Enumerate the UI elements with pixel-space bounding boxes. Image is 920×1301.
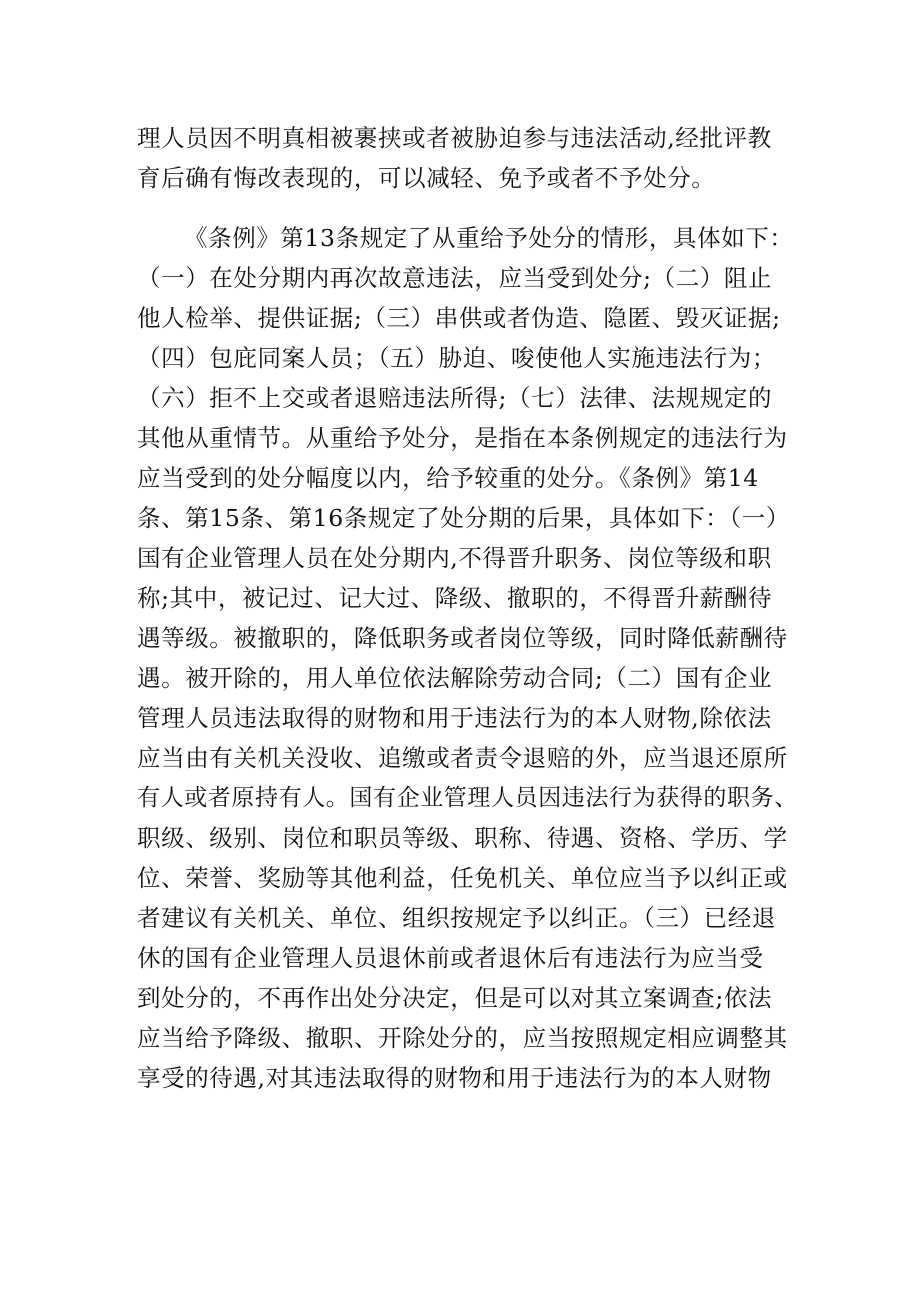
paragraph-2-line-4: （四）包庇同案人员；（五）胁迫、唆使他人实施违法行为； (137, 344, 776, 372)
paragraph-2-line-5: （六）拒不上交或者退赔违法所得;（七）法律、法规规定的 (137, 384, 773, 412)
paragraph-2-line-16: 职级、级别、岗位和职员等级、职称、待遇、资格、学历、学 (137, 824, 788, 852)
paragraph-2-line-18: 者建议有关机关、单位、组织按规定予以纠正。（三）已经退 (137, 904, 776, 932)
paragraph-2-line-13: 管理人员违法取得的财物和用于违法行为的本人财物,除依法 (137, 704, 772, 732)
paragraph-2-line-19: 休的国有企业管理人员退休前或者退休后有违法行为应当受 (137, 944, 764, 972)
paragraph-2-line-2: （一）在处分期内再次故意违法，应当受到处分;（二）阻止 (137, 264, 773, 292)
paragraph-2-line-11: 遇等级。被撤职的，降低职务或者岗位等级，同时降低薪酬待 (137, 624, 788, 652)
paragraph-2-line-15: 有人或者原持有人。国有企业管理人员因违法行为获得的职务、 (137, 785, 798, 811)
paragraph-2-line-17: 位、荣誉、奖励等其他利益，任免机关、单位应当予以纠正或 (137, 864, 788, 892)
paragraph-2-line-14: 应当由有关机关没收、追缴或者责令退赔的外，应当退还原所 (137, 744, 788, 772)
paragraph-2-line-20: 到处分的，不再作出处分决定，但是可以对其立案调查;依法 (137, 984, 773, 1012)
paragraph-2-line-8: 条、第15条、第16条规定了处分期的后果，具体如下：（一） (137, 504, 790, 532)
paragraph-2-line-6: 其他从重情节。从重给予处分，是指在本条例规定的违法行为 (137, 424, 788, 452)
paragraph-2-line-1: 《条例》第13条规定了从重给予处分的情形，具体如下： (184, 224, 794, 252)
paragraph-2-line-7: 应当受到的处分幅度以内，给予较重的处分。《条例》第14 (137, 464, 759, 492)
paragraph-2-line-21: 应当给予降级、撤职、开除处分的，应当按照规定相应调整其 (137, 1024, 788, 1052)
paragraph-2-line-12: 遇。被开除的，用人单位依法解除劳动合同;（二）国有企业 (137, 664, 773, 692)
paragraph-1-line-1: 理人员因不明真相被裹挟或者被胁迫参与违法活动,经批评教 (137, 124, 772, 152)
paragraph-2-line-10: 称;其中，被记过、记大过、降级、撤职的，不得晋升薪酬待 (137, 584, 773, 612)
paragraph-1-line-2: 育后确有悔改表现的，可以减轻、免予或者不予处分。 (137, 164, 716, 192)
paragraph-2-line-9: 国有企业管理人员在处分期内,不得晋升职务、岗位等级和职 (137, 544, 772, 572)
paragraph-2-line-3: 他人检举、提供证据;（三）串供或者伪造、隐匿、毁灭证据; (137, 304, 781, 332)
paragraph-2-line-22: 享受的待遇,对其违法取得的财物和用于违法行为的本人财物 (137, 1064, 772, 1092)
